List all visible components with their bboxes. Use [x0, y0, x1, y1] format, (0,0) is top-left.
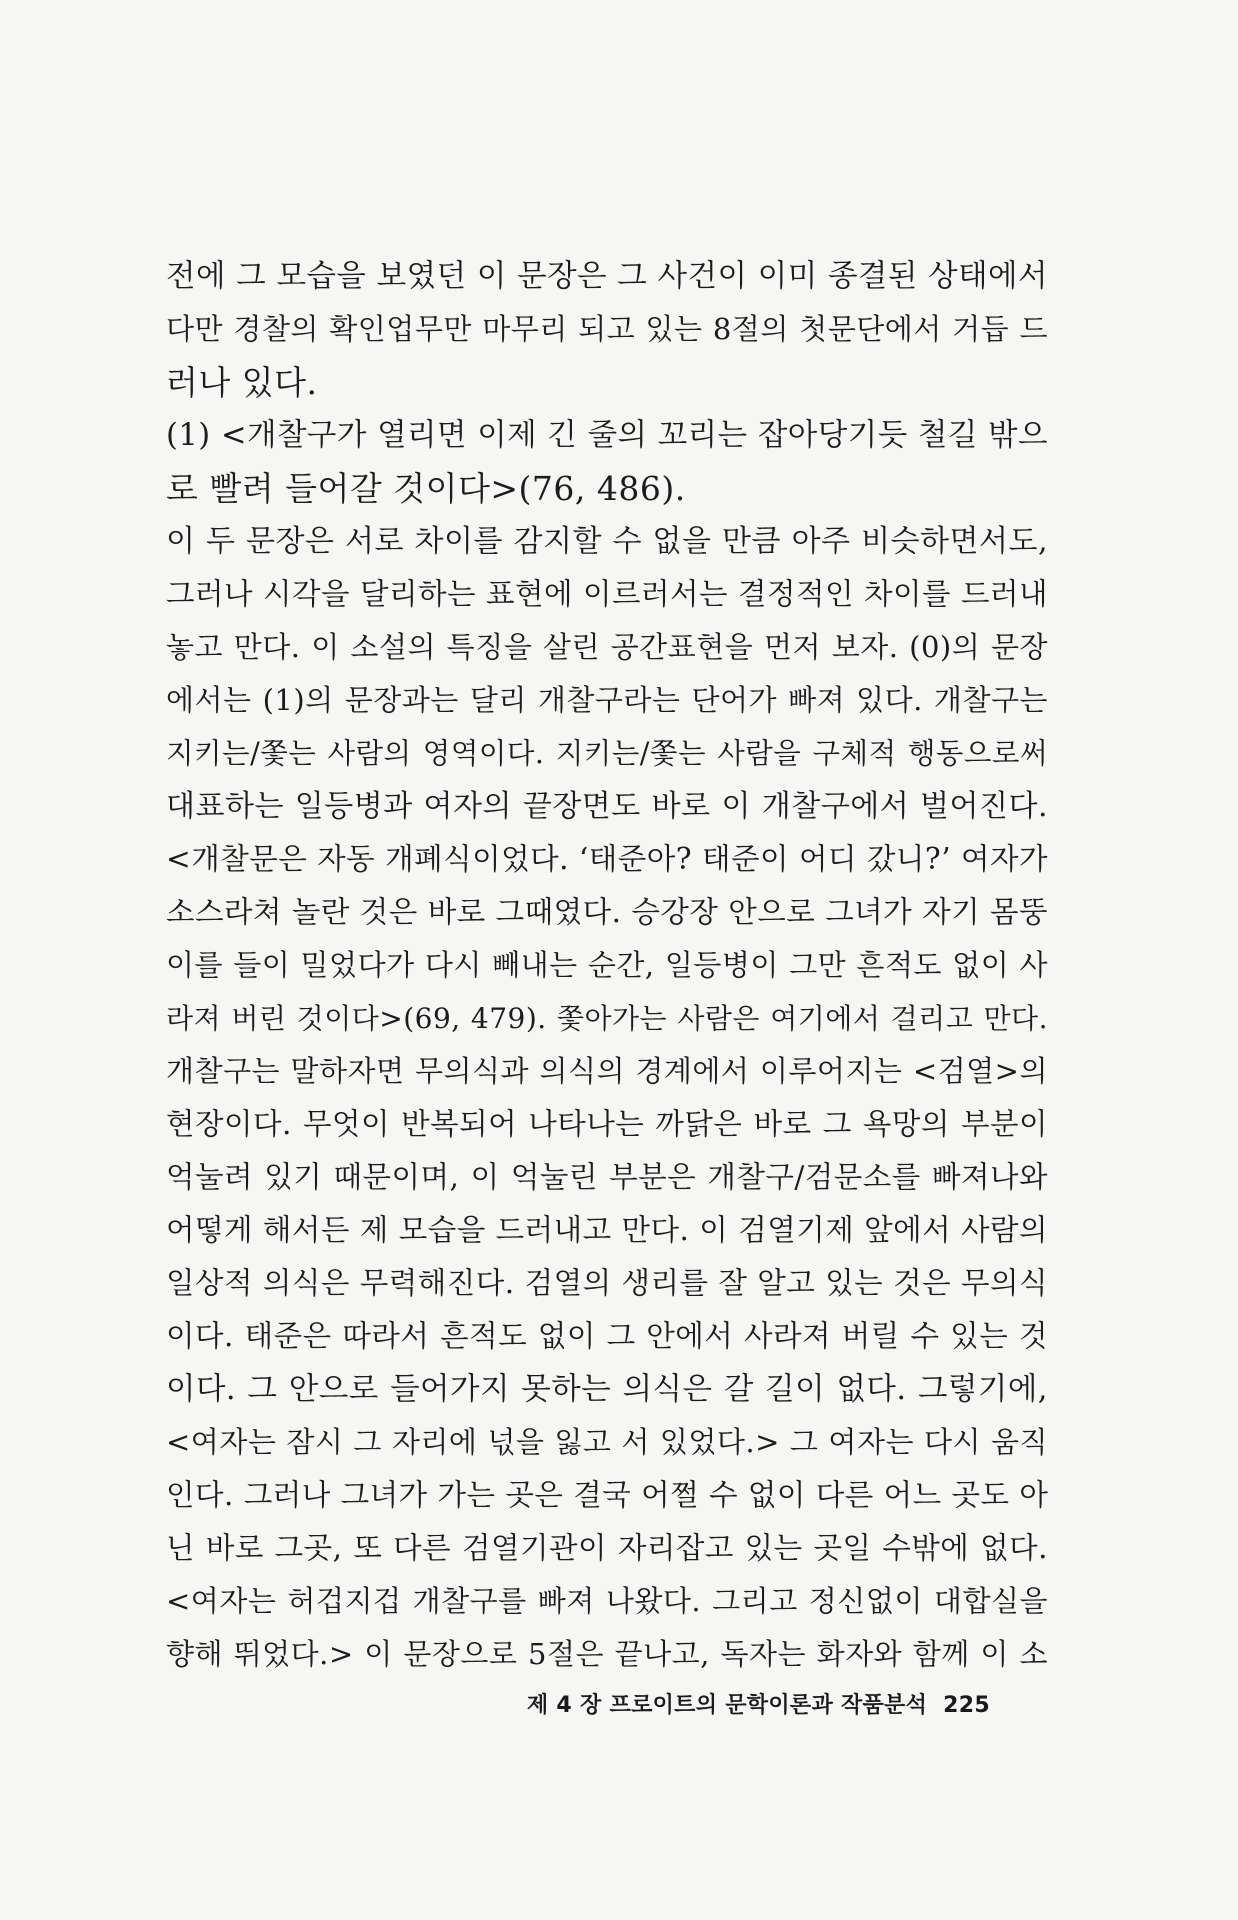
text-line: 어떻게 해서든 제 모습을 드러내고 만다. 이 검열기제 앞에서 사람의 — [166, 1213, 1048, 1247]
text-line: 다만 경찰의 확인업무만 마무리 되고 있는 8절의 첫문단에서 거듭 드 — [166, 312, 1048, 346]
text-line: 이 두 문장은 서로 차이를 감지할 수 없을 만큼 아주 비슷하면서도, — [166, 524, 1048, 559]
text-line: 소스라쳐 놀란 것은 바로 그때였다. 승강장 안으로 그녀가 자기 몸뚱 — [166, 895, 1048, 929]
text-line: 이를 들이 밀었다가 다시 빼내는 순간, 일등병이 그만 흔적도 없이 사 — [166, 948, 1048, 982]
text-line: 일상적 의식은 무력해진다. 검열의 생리를 잘 알고 있는 것은 무의식 — [166, 1266, 1048, 1300]
text-line: <개찰문은 자동 개폐식이었다. ‘태준아? 태준이 어디 갔니?’ 여자가 — [166, 842, 1048, 876]
text-line: 그러나 시각을 달리하는 표현에 이르러서는 결정적인 차이를 드러내 — [166, 577, 1048, 611]
text-line: <여자는 잠시 그 자리에 넋을 잃고 서 있었다.> 그 여자는 다시 움직 — [166, 1425, 1048, 1459]
running-head: 제 4 장 프로이트의 문학이론과 작품분석 — [526, 1693, 928, 1718]
text-line: 대표하는 일등병과 여자의 끝장면도 바로 이 개찰구에서 벌어진다. — [166, 789, 1048, 824]
text-line: 전에 그 모습을 보였던 이 문장은 그 사건이 이미 종결된 상태에서 — [166, 259, 1048, 294]
text-line: 현장이다. 무엇이 반복되어 나타나는 까닭은 바로 그 욕망의 부분이 — [166, 1107, 1048, 1141]
quote-line: 로 빨려 들어갈 것이다>(76, 486). — [166, 469, 686, 508]
text-line: 에서는 (1)의 문장과는 달리 개찰구라는 단어가 빠져 있다. 개찰구는 — [166, 683, 1048, 717]
text-line: 닌 바로 그곳, 또 다른 검열기관이 자리잡고 있는 곳일 수밖에 없다. — [166, 1531, 1048, 1565]
text-line: 러나 있다. — [166, 363, 318, 402]
page-footer — [527, 1688, 990, 1719]
text-line: 라져 버린 것이다>(69, 479). 쫓아가는 사람은 여기에서 걸리고 만다. — [166, 1002, 1048, 1035]
text-line: 향해 뛰었다.> 이 문장으로 5절은 끝나고, 독자는 화자와 함께 이 소 — [166, 1637, 1048, 1671]
body-text — [166, 250, 1048, 1681]
text-line: 지키는/쫓는 사람의 영역이다. 지키는/쫓는 사람을 구체적 행동으로써 — [166, 737, 1048, 770]
text-line: 억눌려 있기 때문이며, 이 억눌린 부분은 개찰구/검문소를 빠져나와 — [166, 1160, 1048, 1194]
text-line: 놓고 만다. 이 소설의 특징을 살린 공간표현을 먼저 보자. (0)의 문장 — [166, 630, 1048, 664]
text-line: 이다. 태준은 따라서 흔적도 없이 그 안에서 사라져 버릴 수 있는 것 — [166, 1319, 1048, 1353]
page-number: 225 — [943, 1693, 990, 1718]
quote-line: (1) <개찰구가 열리면 이제 긴 줄의 꼬리는 잡아당기듯 철길 밖으 — [166, 418, 1048, 453]
text-line: <여자는 허겁지겁 개찰구를 빠져 나왔다. 그리고 정신없이 대합실을 — [166, 1584, 1048, 1618]
text-line: 인다. 그러나 그녀가 가는 곳은 결국 어쩔 수 없이 다른 어느 곳도 아 — [166, 1478, 1049, 1512]
text-line: 개찰구는 말하자면 무의식과 의식의 경계에서 이루어지는 <검열>의 — [166, 1054, 1048, 1088]
text-line: 이다. 그 안으로 들어가지 못하는 의식은 갈 길이 없다. 그렇기에, — [166, 1372, 1048, 1407]
